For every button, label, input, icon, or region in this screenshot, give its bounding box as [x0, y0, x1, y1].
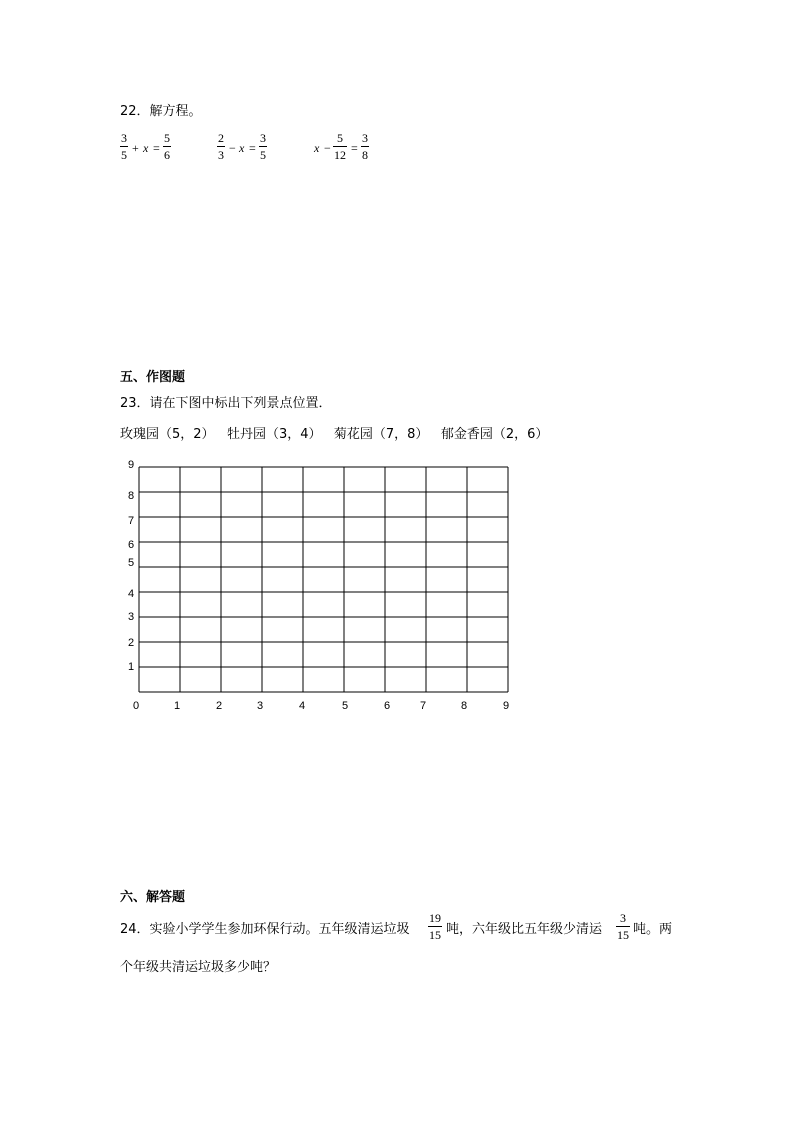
grid-x-label: 6 [384, 700, 391, 712]
section6-heading: 六、解答题 [120, 890, 186, 905]
q23-title: 23．请在下图中标出下列景点位置． [120, 396, 332, 411]
eq1-plus: + [132, 141, 139, 155]
grid-x-label: 8 [461, 700, 468, 712]
grid-y-label: 6 [128, 539, 135, 551]
q24-fraction-1: 19 15 [429, 911, 441, 942]
section5-heading: 五、作图题 [120, 370, 186, 385]
eq2-equals: = [249, 141, 256, 155]
grid-x-label: 5 [342, 700, 349, 712]
coordinate-grid [138, 466, 510, 694]
grid-y-label: 3 [128, 611, 135, 623]
grid-y-label: 9 [128, 459, 135, 471]
grid-x-label: 2 [216, 700, 223, 712]
eq1-fraction-b: 5 6 [164, 131, 170, 162]
eq2-variable: x [239, 141, 245, 155]
eq1-fraction-a: 3 5 [121, 131, 127, 162]
q24-text-part1: 24．实验小学学生参加环保行动。五年级清运垃圾 [120, 922, 410, 937]
grid-y-label: 1 [128, 661, 135, 673]
q24-text-part2: 吨，六年级比五年级少清运 [446, 922, 603, 937]
eq3-equals: = [351, 141, 358, 155]
eq3-minus: − [324, 141, 331, 155]
grid-y-label: 7 [128, 515, 135, 527]
eq1-variable: x [143, 141, 149, 155]
grid-y-label: 8 [128, 490, 135, 502]
q24-fraction-2: 3 15 [617, 911, 629, 942]
grid-x-label: 7 [420, 700, 427, 712]
eq2-minus: − [229, 141, 236, 155]
q24-text-part3: 吨。两 [633, 922, 673, 937]
eq3-variable: x [314, 141, 320, 155]
grid-y-label: 2 [128, 637, 135, 649]
q22-title: 22．解方程。 [120, 104, 202, 119]
eq1-equals: = [153, 141, 160, 155]
grid-x-label: 3 [257, 700, 264, 712]
eq2-fraction-b: 3 5 [260, 131, 266, 162]
q23-places: 玫瑰园（5，2） 牡丹园（3，4） 菊花园（7，8） 郁金香园（2，6） [120, 427, 549, 442]
eq3-fraction-b: 3 8 [362, 131, 368, 162]
grid-x-label: 0 [133, 700, 140, 712]
eq3-fraction-a: 5 12 [334, 131, 346, 162]
eq2-fraction-a: 2 3 [218, 131, 224, 162]
grid-y-label: 5 [128, 557, 135, 569]
grid-x-label: 1 [174, 700, 181, 712]
grid-x-label: 4 [299, 700, 306, 712]
grid-y-label: 4 [128, 588, 135, 600]
q24-text-line2: 个年级共清运垃圾多少吨？ [120, 960, 277, 975]
grid-x-label: 9 [503, 700, 510, 712]
